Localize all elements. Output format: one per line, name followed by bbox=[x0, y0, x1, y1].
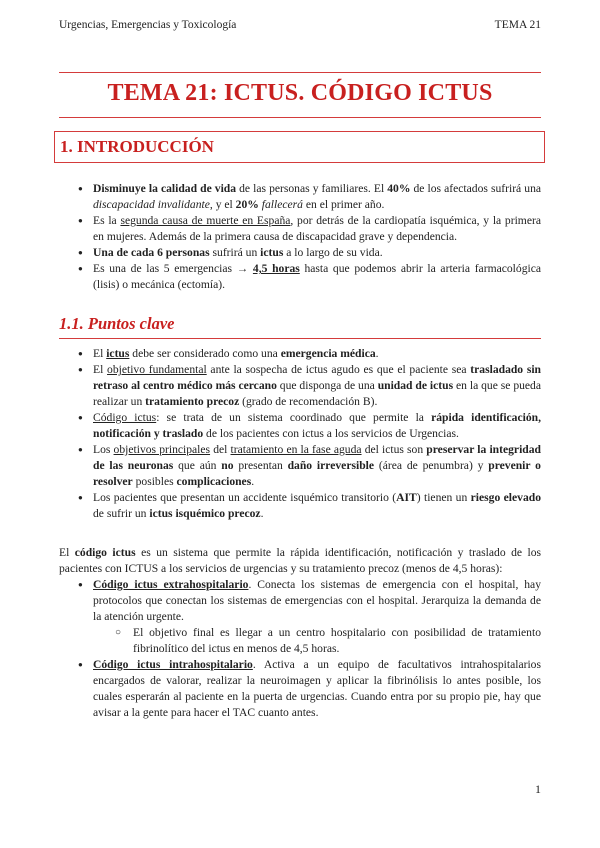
codigo-list-item bbox=[59, 577, 541, 657]
text-run: ) tienen un bbox=[416, 491, 471, 504]
bullet-icon: ● bbox=[78, 493, 83, 502]
sub-list-item bbox=[93, 625, 541, 657]
text-run: daño irreversible bbox=[287, 459, 375, 472]
text-run: trasladado sin retraso al centro médico más cercano bbox=[93, 363, 542, 392]
text-run: código ictus bbox=[74, 546, 136, 559]
text-run: . bbox=[260, 507, 264, 520]
text-run: de los pacientes con ictus a los servicios de Urgencias. bbox=[203, 427, 459, 440]
text-run: Código ictus intrahospitalario bbox=[93, 658, 253, 671]
text-run: rápida identificación, notificación y traslado bbox=[93, 411, 541, 440]
text-run: ictus isquémico precoz bbox=[149, 507, 261, 520]
text-run: AIT bbox=[396, 491, 417, 504]
intro-list-item bbox=[59, 181, 541, 213]
text-run: sufrirá un bbox=[209, 246, 261, 259]
key-point-item bbox=[59, 362, 541, 410]
bullet-icon: ● bbox=[78, 216, 83, 225]
text-run: objetivo fundamental bbox=[107, 363, 207, 376]
text-run: prevenir o resolver bbox=[93, 459, 541, 488]
text-run: . Conecta los sistemas de emergencia con el hospital, hay protocolos que conectan los sistemas de emergencias con el hospital. Jerarquiza la demanda de la atención urgente. bbox=[93, 578, 541, 623]
bullet-icon: ● bbox=[78, 349, 83, 358]
text-run: no bbox=[221, 459, 234, 472]
header-right: TEMA 21 bbox=[494, 19, 541, 31]
text-run: a lo largo de su vida. bbox=[283, 246, 383, 259]
intro-bullet-list bbox=[59, 181, 541, 293]
text-run: 20% bbox=[235, 198, 259, 211]
subsection-heading: 1.1. Puntos clave bbox=[59, 314, 175, 333]
title-bottom-rule bbox=[59, 117, 541, 118]
text-run: hasta que podemos abrir la arteria farmacológica (lisis) o mecánica (ectomía). bbox=[93, 262, 542, 291]
text-run: discapacidad invalidante bbox=[93, 198, 210, 211]
text-run: preservar la integridad de las neuronas bbox=[93, 443, 541, 472]
codigo-ictus-paragraph bbox=[59, 545, 541, 577]
header-left: Urgencias, Emergencias y Toxicología bbox=[59, 19, 237, 31]
title-top-rule bbox=[59, 72, 541, 73]
key-points-list bbox=[59, 346, 541, 522]
codigo-ictus-list bbox=[59, 577, 541, 721]
text-run: , por detrás de la cardiopatía isquémica, y la primera en mujeres. Además de la primera causa de discapacidad grave y dependencia. bbox=[93, 214, 541, 243]
text-run: ictus bbox=[106, 347, 130, 360]
intro-list-item bbox=[59, 245, 541, 261]
key-point-item bbox=[59, 442, 541, 490]
bullet-icon: ● bbox=[78, 445, 83, 454]
text-run: Los bbox=[93, 443, 114, 456]
key-point-item bbox=[59, 410, 541, 442]
page-number: 1 bbox=[535, 782, 541, 796]
text-run: del ictus son bbox=[361, 443, 427, 456]
text-run: de sufrir un bbox=[93, 507, 150, 520]
text-run: objetivos principales bbox=[113, 443, 211, 456]
sub-bullet-icon: ○ bbox=[115, 627, 122, 638]
codigo-list-item bbox=[59, 657, 541, 721]
sub-bullet-list bbox=[93, 625, 541, 657]
text-run: Disminuye la calidad de vida bbox=[93, 182, 237, 195]
text-run: Código ictus extrahospitalario bbox=[93, 578, 249, 591]
key-point-item bbox=[59, 490, 541, 522]
text-run: presentan bbox=[233, 459, 288, 472]
text-run: . bbox=[251, 475, 255, 488]
section-heading: 1. INTRODUCCIÓN bbox=[60, 137, 214, 156]
text-run: de las personas y familiares. El bbox=[236, 182, 388, 195]
text-run: . bbox=[375, 347, 379, 360]
text-run: ictus bbox=[260, 246, 284, 259]
text-run: Los pacientes que presentan un accidente isquémico transitorio ( bbox=[93, 491, 397, 504]
text-run: segunda causa de muerte en España bbox=[120, 214, 291, 227]
bullet-icon: ● bbox=[78, 264, 83, 273]
text-run: Es la bbox=[93, 214, 121, 227]
bullet-icon: ● bbox=[78, 660, 83, 669]
key-point-item bbox=[59, 346, 541, 362]
text-run: del bbox=[210, 443, 231, 456]
text-run: debe ser considerado como una bbox=[129, 347, 281, 360]
text-run: tratamiento precoz bbox=[145, 395, 240, 408]
bullet-icon: ● bbox=[78, 248, 83, 257]
text-run: . Activa a un equipo de facultativos intrahospitalarios encargados de valorar, realizar la neuroimagen y aplicar la fibrinólisis lo antes posible, los cuales esperarán al paciente en la puerta de urgencias. Cuando entra por su propio pie, hay que avisar a la gente para hacer el TAC cuanto antes. bbox=[93, 658, 541, 719]
bullet-icon: ● bbox=[78, 184, 83, 193]
text-run: riesgo elevado bbox=[470, 491, 541, 504]
text-run: 4,5 horas bbox=[252, 262, 300, 275]
text-run: (grado de recomendación B). bbox=[239, 395, 378, 408]
text-run: emergencia médica bbox=[280, 347, 376, 360]
text-run: El bbox=[93, 347, 107, 360]
intro-list-item bbox=[59, 213, 541, 245]
bullet-icon: ● bbox=[78, 365, 83, 374]
text-run: en el primer año. bbox=[302, 198, 385, 211]
text-run: 40% bbox=[387, 182, 411, 195]
bullet-icon: ● bbox=[78, 413, 83, 422]
text-run: El objetivo final es llegar a un centro hospitalario con posibilidad de tratamiento fibrinolítico del ictus en menos de 4,5 horas. bbox=[133, 626, 541, 655]
text-run: tratamiento en la fase aguda bbox=[230, 443, 362, 456]
text-run: , y el bbox=[209, 198, 236, 211]
text-run: : se trata de un sistema coordinado que permite la bbox=[156, 411, 432, 424]
text-run: que disponga de una bbox=[276, 379, 378, 392]
text-run: ante la sospecha de ictus agudo es que el paciente sea bbox=[206, 363, 471, 376]
text-run: Código ictus bbox=[93, 411, 157, 424]
text-run: Es una de las 5 emergencias → bbox=[93, 262, 253, 275]
text-run: El bbox=[59, 546, 75, 559]
subsection-rule bbox=[59, 338, 541, 339]
text-run: en la que se pueda realizar un bbox=[93, 379, 542, 408]
text-run: es un sistema que permite la rápida identificación, notificación y traslado de los pacientes con ICTUS a los servicios de urgencias y su tratamiento precoz (menos de 4,5 horas): bbox=[59, 546, 542, 575]
text-run: unidad de ictus bbox=[377, 379, 454, 392]
text-run: fallecerá bbox=[261, 198, 303, 211]
text-run: complicaciones bbox=[176, 475, 252, 488]
document-title: TEMA 21: ICTUS. CÓDIGO ICTUS bbox=[107, 80, 493, 106]
intro-list-item bbox=[59, 261, 541, 293]
text-run: que aún bbox=[173, 459, 222, 472]
text-run: (área de penumbra) y bbox=[374, 459, 489, 472]
section-heading-box bbox=[54, 131, 545, 163]
bullet-icon: ● bbox=[78, 580, 83, 589]
text-run: de los afectados sufrirá una bbox=[410, 182, 542, 195]
text-run: posibles bbox=[132, 475, 177, 488]
text-run: El bbox=[93, 363, 108, 376]
text-run: Una de cada 6 personas bbox=[93, 246, 210, 259]
